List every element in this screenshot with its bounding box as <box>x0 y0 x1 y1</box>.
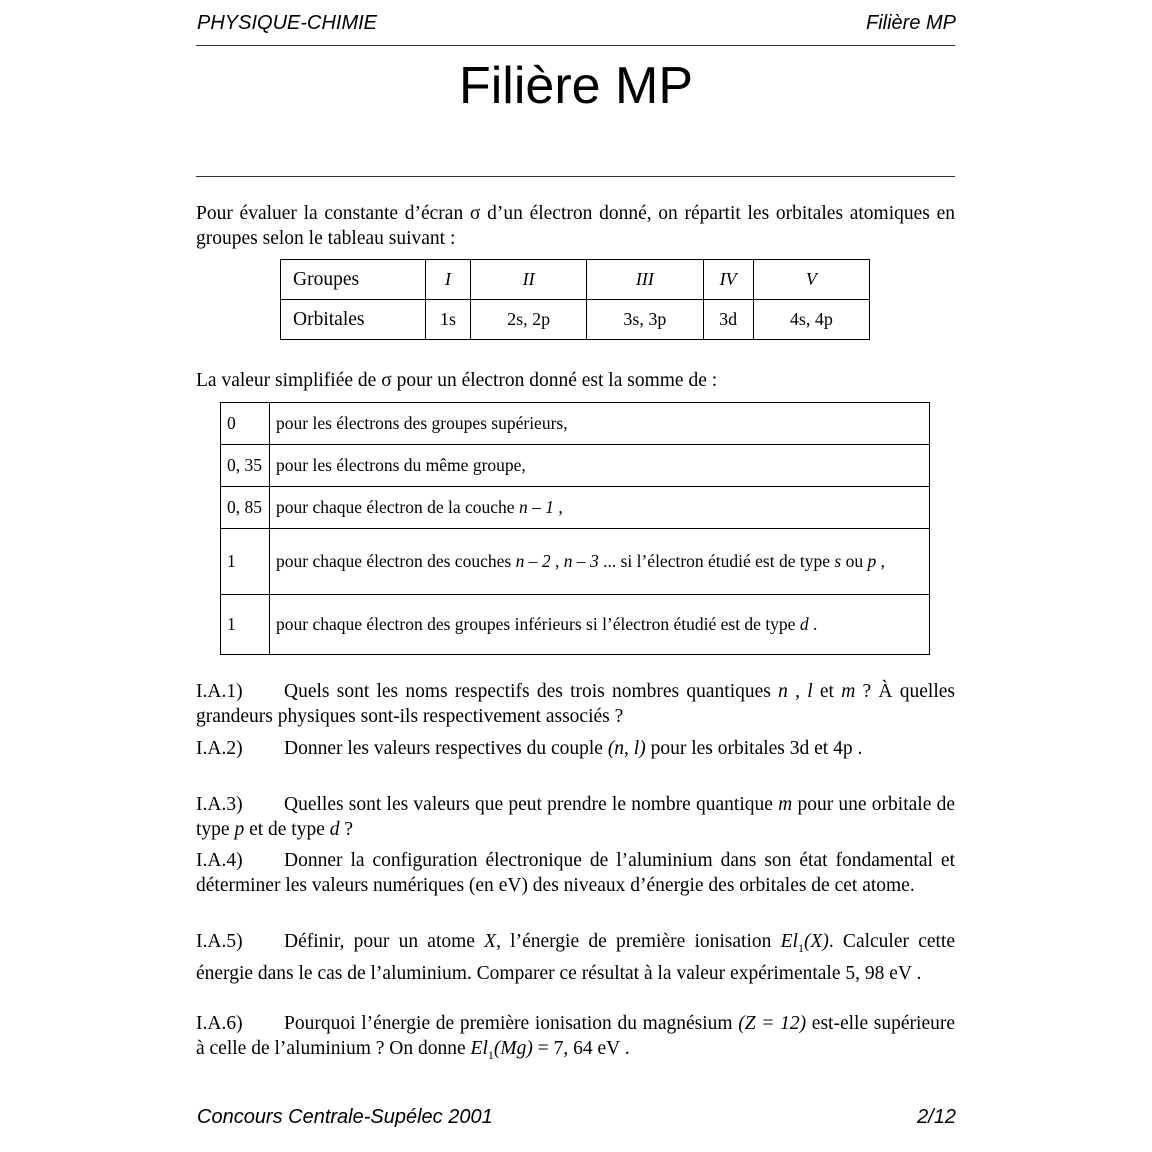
page-title: Filière MP <box>458 57 694 115</box>
header-subject: PHYSIQUE-CHIMIE <box>197 12 378 34</box>
footer-contest: Concours Centrale-Supélec 2001 <box>197 1106 493 1128</box>
orbital-cell: 2s, 2p <box>470 300 586 340</box>
sigma-value: 0, 35 <box>221 445 270 487</box>
question-ia2: I.A.2) Donner les valeurs respectives du couple (n, l) pour les orbitales 3d et 4p . <box>196 738 863 759</box>
table-row <box>281 300 870 340</box>
intro-paragraph: Pour évaluer la constante d’écran σ d’un électron donné, on répartit les orbitales atomiques en groupes selon le tableau suivant : <box>196 203 955 249</box>
header-rule <box>196 45 955 46</box>
sigma-value: 1 <box>221 595 270 655</box>
question-ia4: I.A.4) Donner la configuration électronique de l’aluminium dans son état fondamental et déterminer les valeurs numériques (en eV) des niveaux d’énergie des orbitales de cet atome. <box>196 850 955 896</box>
sigma-description: pour chaque électron des couches n – 2 , n – 3 ... si l’électron étudié est de type s ou p , <box>270 529 930 595</box>
question-number: I.A.4) <box>196 850 243 871</box>
footer-page-number: 2/12 <box>917 1106 956 1128</box>
table-row <box>221 529 930 595</box>
group-cell: V <box>753 260 869 300</box>
sigma-rules-table <box>220 402 930 655</box>
question-number: I.A.1) <box>196 681 243 702</box>
question-number: I.A.5) <box>196 931 243 952</box>
table-row <box>221 595 930 655</box>
group-cell: III <box>587 260 703 300</box>
row-header-groups: Groupes <box>281 260 426 300</box>
orbital-cell: 1s <box>426 300 471 340</box>
group-cell: I <box>426 260 471 300</box>
question-ia1: I.A.1) Quels sont les noms respectifs des trois nombres quantiques n , l et m ? À quelles grandeurs physiques sont-ils respectivement associés ? <box>196 681 955 727</box>
orbital-cell: 4s, 4p <box>753 300 869 340</box>
title-rule <box>196 176 955 177</box>
table-row <box>281 260 870 300</box>
orbital-groups-table <box>280 259 870 340</box>
sigma-description: pour les électrons des groupes supérieurs, <box>270 403 930 445</box>
orbital-cell: 3s, 3p <box>587 300 703 340</box>
question-ia5: I.A.5) Définir, pour un atome X, l’énergie de première ionisation $El_1(X)$. Calculer cette énergie dans le cas de l’aluminium. Comparer ce résultat à la valeur expérimentale 5, 98 eV . <box>196 931 956 984</box>
sigma-intro-paragraph: La valeur simplifiée de σ pour un électron donné est la somme de : <box>196 370 718 391</box>
sigma-description: pour chaque électron des groupes inférieurs si l’électron étudié est de type d . <box>270 595 930 655</box>
group-cell: IV <box>703 260 753 300</box>
sigma-value: 0, 85 <box>221 487 270 529</box>
sigma-description: pour les électrons du même groupe, <box>270 445 930 487</box>
header-track: Filière MP <box>865 12 956 34</box>
orbital-cell: 3d <box>703 300 753 340</box>
question-ia6: I.A.6) Pourquoi l’énergie de première ionisation du magnésium (Z = 12) est-elle supérieure à celle de l’aluminium ? On donne $El_1(Mg) = 7$, 64 eV . <box>196 1013 956 1062</box>
question-number: I.A.2) <box>196 738 243 759</box>
question-ia3: I.A.3) Quelles sont les valeurs que peut prendre le nombre quantique m pour une orbitale de type p et de type d ? <box>196 794 955 840</box>
question-number: I.A.3) <box>196 794 243 815</box>
table-row <box>221 487 930 529</box>
table-row <box>221 403 930 445</box>
table-row <box>221 445 930 487</box>
group-cell: II <box>470 260 586 300</box>
sigma-value: 1 <box>221 529 270 595</box>
question-number: I.A.6) <box>196 1013 243 1034</box>
row-header-orbitals: Orbitales <box>281 300 426 340</box>
sigma-description: pour chaque électron de la couche n – 1 , <box>270 487 930 529</box>
sigma-value: 0 <box>221 403 270 445</box>
